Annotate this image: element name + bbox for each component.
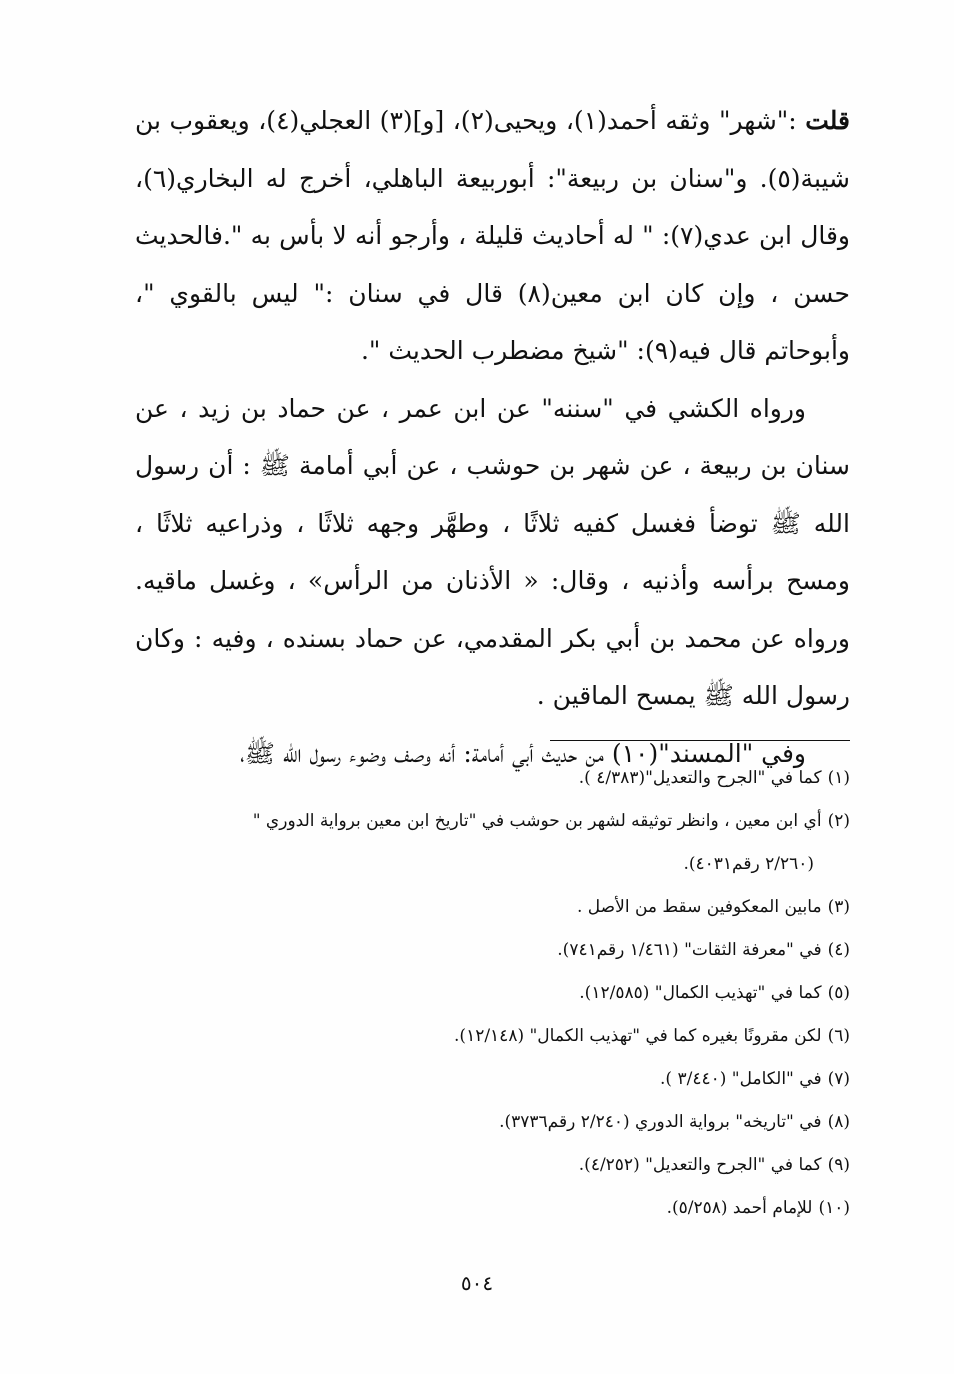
footnote-4 <box>135 929 850 972</box>
footnote-text: للإمام أحمد (٥/٢٥٨). <box>666 1198 813 1218</box>
main-text <box>135 92 850 782</box>
footnote-number: (٥) <box>827 983 850 1003</box>
footnote-number: (٩) <box>827 1155 850 1175</box>
paragraph-1 <box>135 92 850 380</box>
footnote-text: كما في "تهذيب الكمال" (١٢/٥٨٥). <box>579 983 822 1003</box>
footnote-10 <box>135 1187 850 1230</box>
footnote-text: مابين المعكوفين سقط من الأصل . <box>577 897 822 917</box>
footnote-9 <box>135 1144 850 1187</box>
footnote-text: في "تاريخه" برواية الدوري (٢/٢٤٠ رقم٣٧٣٦). <box>499 1112 822 1132</box>
footnote-8 <box>135 1101 850 1144</box>
footnote-text: كما في "الجرح والتعديل" (٤/٢٥٢). <box>578 1155 822 1175</box>
qult-lead-word: قلت <box>805 106 850 135</box>
footnote-5 <box>135 972 850 1015</box>
footnote-text: في "معرفة الثقات" (١/٤٦١ رقم٧٤١). <box>557 940 822 960</box>
footnotes <box>135 757 850 1230</box>
footnote-7 <box>135 1058 850 1101</box>
footnote-text: أي ابن معين ، وانظر توثيقه لشهر بن حوشب في "تاريخ ابن معين برواية الدوري " <box>252 811 822 831</box>
paragraph-3: وفي "المسند"(١٠) من حديث أبي أمامة: أنه وصف وضوء رسول الله ﷺ، <box>239 738 806 768</box>
paragraph-2: ورواه الكشي في "سننه" عن ابن عمر ، عن حماد بن زيد ، عن سنان بن ربيعة ، عن شهر بن حوشب ، عن أبي أمامة ﷺ : أن رسول الله ﷺ توضأ فغسل كفيه ثلاثًا ، وطهَّر وجهه ثلاثًا ، وذراعيه ثلاثًا ، ومسح برأسه وأذنيه ، وقال: « الأذنان من الرأس» ، وغسل ماقيه. ورواه عن محمد بن أبي بكر المقدمي، عن حماد بسنده ، وفيه : وكان رسول الله ﷺ يمسح الماقين . <box>135 393 850 710</box>
footnote-number: (٣) <box>827 897 850 917</box>
footnote-2-continuation: (٢/٢٦٠ رقم٤٠٣١). <box>683 854 814 874</box>
footnote-number: (٦) <box>827 1026 850 1046</box>
footnote-6 <box>135 1015 850 1058</box>
footnote-1 <box>135 757 850 800</box>
page-number: ٥٠٤ <box>460 1271 494 1295</box>
footnote-number: (١٠) <box>818 1198 850 1218</box>
footnote-text: كما في "الجرح والتعديل"(٤/٣٨٣ ). <box>578 768 822 788</box>
footnote-number: (٧) <box>827 1069 850 1089</box>
footnote-text: لكن مقرونًا بغيره كما في "تهذيب الكمال" (١٢/١٤٨). <box>454 1026 822 1046</box>
footnote-number: (٤) <box>827 940 850 960</box>
footnote-number: (١) <box>827 768 850 788</box>
footnote-3 <box>135 886 850 929</box>
footnote-number: (٢) <box>827 811 850 831</box>
paragraph-1-text: :"شهر" وثقه أحمد(١)، ويحيى(٢)، [و](٣) العجلي(٤)، ويعقوب بن شيبة(٥). و"سنان بن ربيعة": أبوربيعة الباهلي، أخرج له البخاري(٦)، وقال ابن عدي(٧): " له أحاديث قليلة ، وأرجو أنه لا بأس به ".فالحديث حسن ، وإن كان ابن معين(٨) قال في سنان :" ليس بالقوي "، وأبوحاتم قال فيه(٩): "شيخ مضطرب الحديث ". <box>135 106 851 365</box>
footnote-text: في "الكامل" (٣/٤٤٠ ). <box>660 1069 822 1089</box>
footnote-number: (٨) <box>827 1112 850 1132</box>
footnote-separator <box>550 740 850 741</box>
footnote-2 <box>135 800 850 843</box>
